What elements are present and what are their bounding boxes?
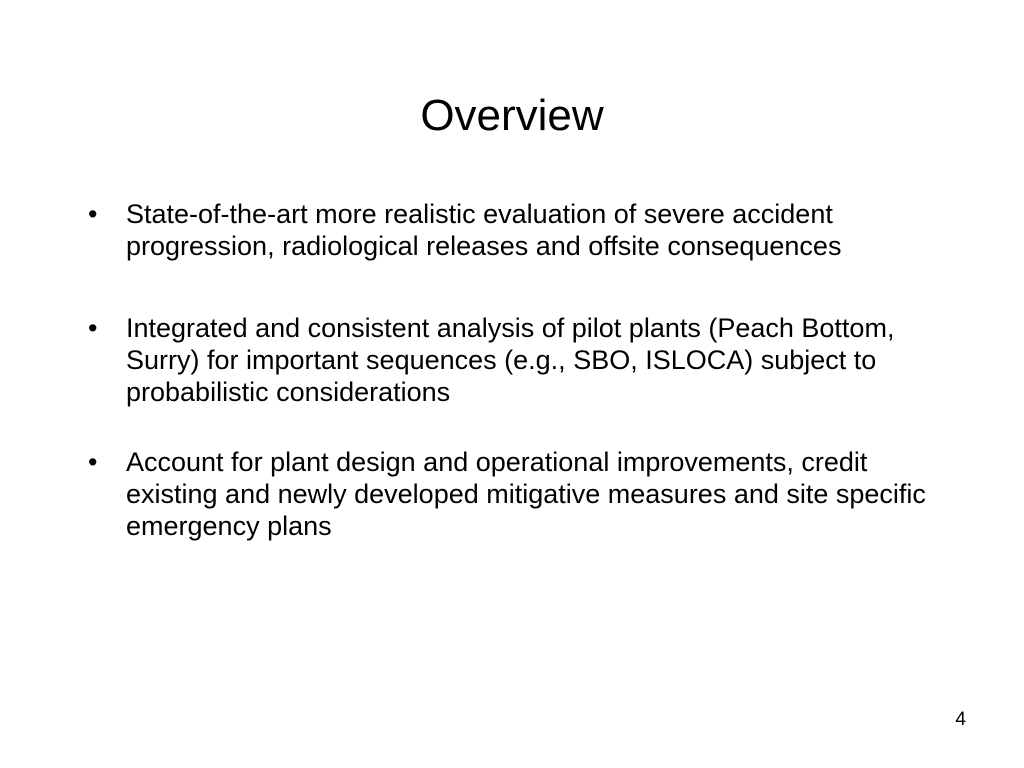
bullet-text: State-of-the-art more realistic evaluation of severe accident progression, radiological releases and offsite consequences	[126, 199, 842, 261]
bullet-text: Integrated and consistent analysis of pilot plants (Peach Bottom, Surry) for important sequences (e.g., SBO, ISLOCA) subject to probabilistic considerations	[126, 313, 895, 407]
bullet-list	[88, 198, 948, 542]
bullet-text: Account for plant design and operational improvements, credit existing and newly developed mitigative measures and site specific emergency plans	[126, 447, 926, 541]
bullet-item	[88, 312, 948, 408]
bullet-item	[88, 446, 948, 542]
bullet-marker: •	[88, 199, 98, 229]
slide-title: Overview	[420, 91, 604, 140]
bullet-marker: •	[88, 447, 98, 477]
bullet-marker: •	[88, 313, 98, 343]
bullet-item	[88, 198, 948, 262]
page-number: 4	[955, 709, 966, 730]
